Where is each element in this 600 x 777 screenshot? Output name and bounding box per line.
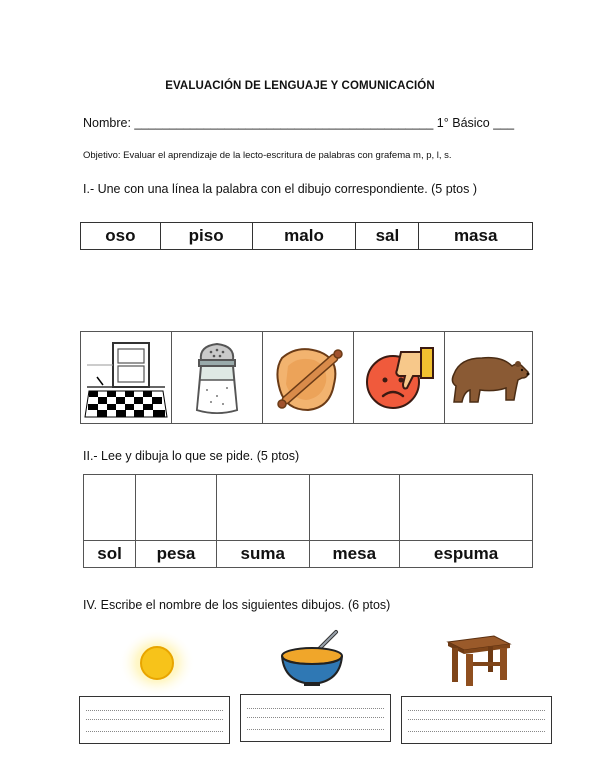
- draw-box[interactable]: [400, 475, 533, 541]
- draw-box[interactable]: [84, 475, 136, 541]
- salt-shaker-icon: [187, 338, 247, 418]
- checkered-floor-icon: [83, 335, 169, 421]
- draw-box[interactable]: [136, 475, 217, 541]
- draw-label: espuma: [400, 540, 533, 567]
- picture-cell: [445, 332, 533, 424]
- draw-label: pesa: [136, 540, 217, 567]
- section-2-heading: II.- Lee y dibuja lo que se pide. (5 ptos): [83, 449, 300, 463]
- draw-label: mesa: [309, 540, 400, 567]
- section-1-picture-table: [80, 331, 533, 424]
- word-cell: piso: [160, 223, 252, 250]
- write-box[interactable]: [401, 696, 552, 744]
- picture-cell: [81, 332, 172, 424]
- page-title: EVALUACIÓN DE LENGUAJE Y COMUNICACIÓN: [165, 80, 435, 92]
- draw-box[interactable]: [217, 475, 310, 541]
- write-box[interactable]: [240, 694, 391, 742]
- word-cell: sal: [356, 223, 419, 250]
- writing-line: [408, 731, 545, 732]
- draw-box[interactable]: [309, 475, 400, 541]
- writing-line: [86, 719, 223, 720]
- draw-label: suma: [217, 540, 310, 567]
- picture-cell: [354, 332, 445, 424]
- writing-line: [86, 731, 223, 732]
- word-cell: malo: [252, 223, 356, 250]
- section-1-heading: I.- Une con una línea la palabra con el dibujo correspondiente. (5 ptos ): [83, 182, 477, 196]
- word-cell: oso: [81, 223, 161, 250]
- thumbs-down-face-icon: [359, 338, 439, 418]
- soup-bowl-icon: [278, 628, 348, 688]
- word-cell: masa: [419, 223, 533, 250]
- picture-cell: [172, 332, 263, 424]
- section-4-heading: IV. Escribe el nombre de los siguientes dibujos. (6 ptos): [83, 598, 391, 612]
- rolling-dough-icon: [268, 338, 348, 418]
- picture-cell: [263, 332, 354, 424]
- name-line: Nombre: ___________________________________________ 1° Básico ___: [83, 116, 515, 130]
- writing-line: [408, 719, 545, 720]
- section-1-word-table: [80, 222, 533, 250]
- writing-line: [247, 729, 384, 730]
- sun-icon: [118, 628, 196, 698]
- bear-icon: [448, 348, 530, 408]
- writing-line: [247, 708, 384, 709]
- writing-line: [247, 717, 384, 718]
- writing-line: [86, 710, 223, 711]
- objective-text: Objetivo: Evaluar el aprendizaje de la lecto-escritura de palabras con grafema m, p, l, s.: [83, 150, 452, 161]
- stool-icon: [444, 632, 514, 688]
- section-2-draw-table: [83, 474, 533, 568]
- writing-line: [408, 710, 545, 711]
- write-box[interactable]: [79, 696, 230, 744]
- draw-label: sol: [84, 540, 136, 567]
